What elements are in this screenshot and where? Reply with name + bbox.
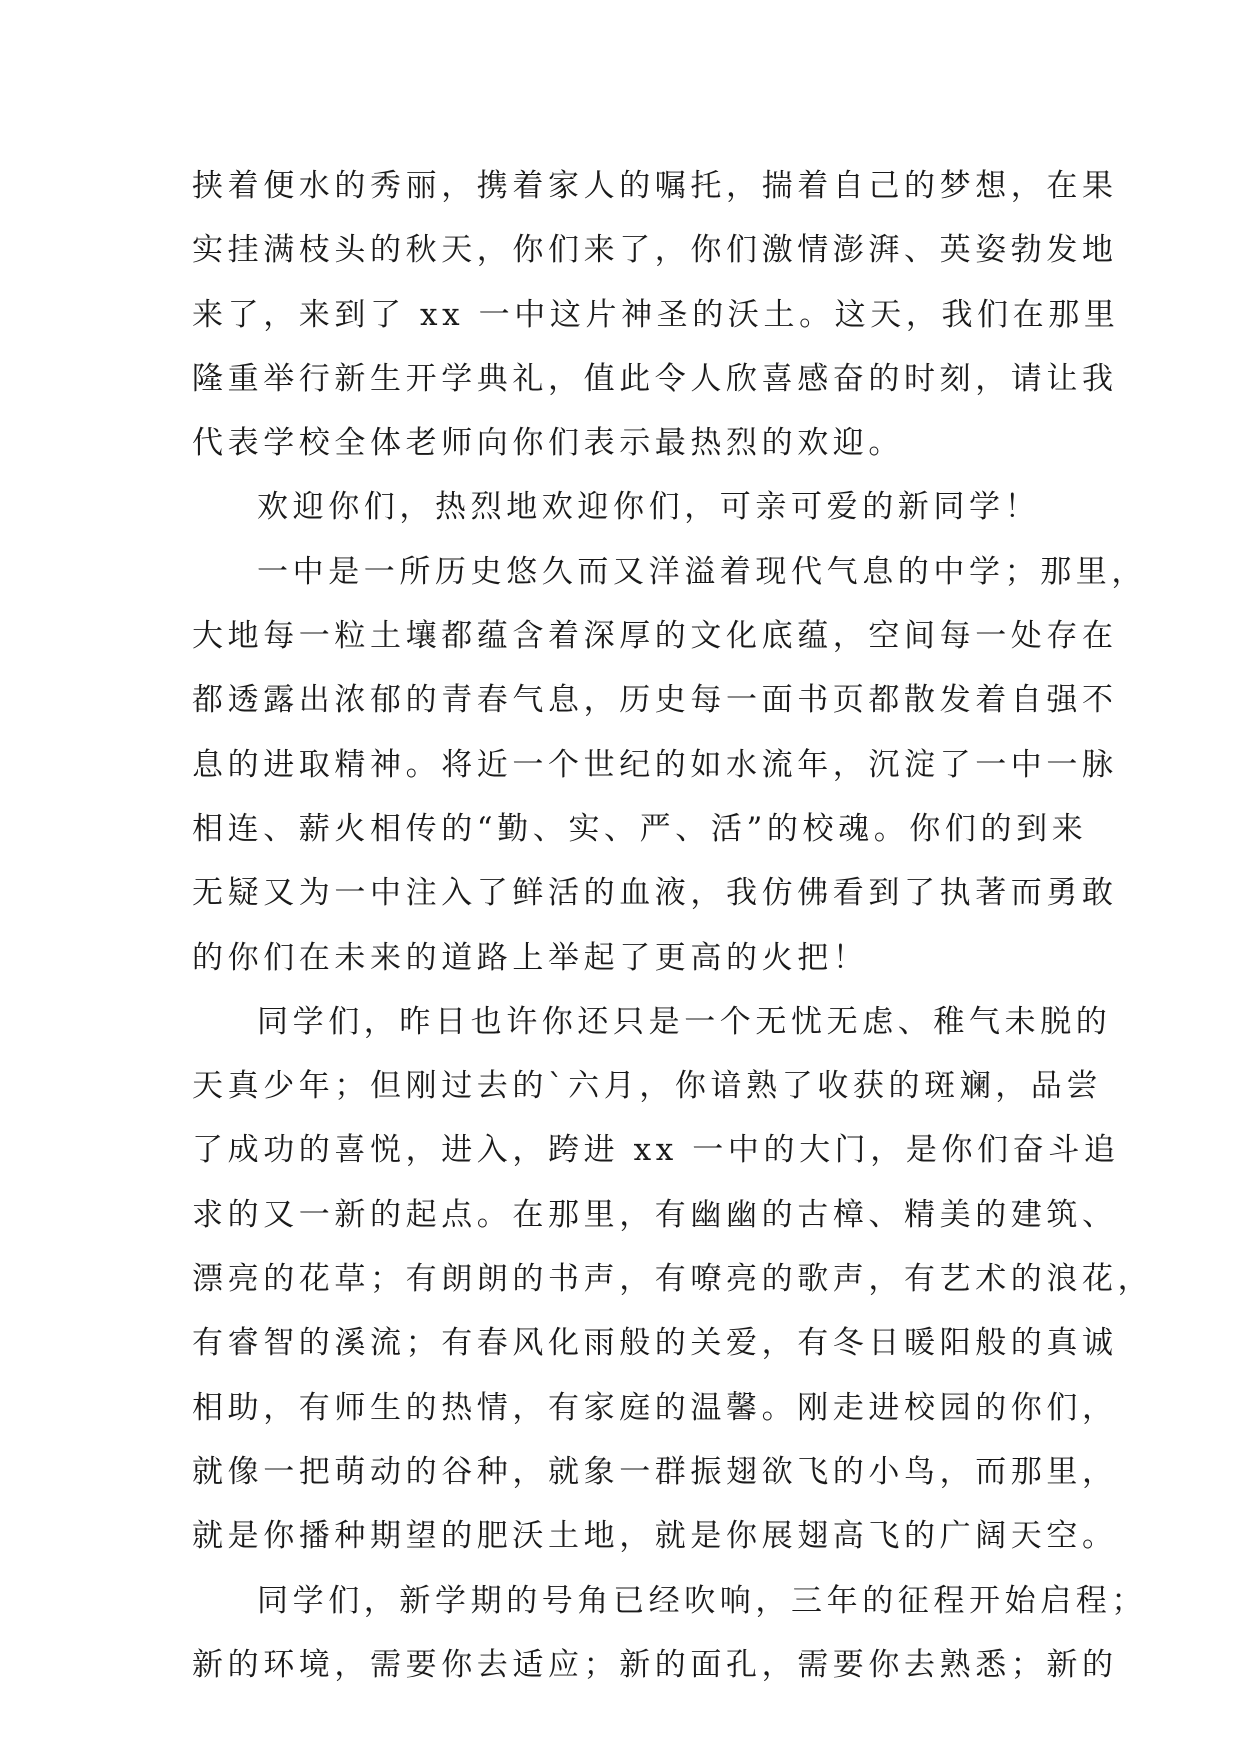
paragraph-first-line: 同学们，昨日也许你还只是一个无忧无虑、稚气未脱的 <box>257 1003 1112 1040</box>
text-line: 无疑又为一中注入了鲜活的血液，我仿佛看到了执著而勇敢 <box>192 875 1118 912</box>
text-line: 相连、薪火相传的“勤、实、严、活”的校魂。你们的到来 <box>192 810 1088 847</box>
text-line: 来了，来到了 xx 一中这片神圣的沃土。这天，我们在那里 <box>192 296 1120 333</box>
text-line: 有睿智的溪流；有春风化雨般的关爱，有冬日暖阳般的真诚 <box>192 1325 1118 1362</box>
text-line: 大地每一粒土壤都蕴含着深厚的文化底蕴，空间每一处存在 <box>192 618 1118 655</box>
text-line: 天真少年；但刚过去的`六月，你谙熟了收获的斑斓，品尝 <box>192 1068 1103 1105</box>
text-line: 新的环境，需要你去适应；新的面孔，需要你去熟悉；新的 <box>192 1646 1118 1683</box>
text-line: 都透露出浓郁的青春气息，历史每一面书页都散发着自强不 <box>192 682 1118 719</box>
paragraph-first-line: 一中是一所历史悠久而又洋溢着现代气息的中学；那里， <box>257 553 1147 590</box>
text-line: 就像一把萌动的谷种，就象一群振翅欲飞的小鸟，而那里， <box>192 1453 1118 1490</box>
text-line: 就是你播种期望的肥沃土地，就是你展翅高飞的广阔天空。 <box>192 1518 1118 1555</box>
text-line: 的你们在未来的道路上举起了更高的火把！ <box>192 939 869 976</box>
paragraph-first-line: 欢迎你们，热烈地欢迎你们，可亲可爱的新同学！ <box>257 489 1041 526</box>
text-line: 隆重举行新生开学典礼，值此令人欣喜感奋的时刻，请让我 <box>192 360 1118 397</box>
paragraph-first-line: 同学们，新学期的号角已经吹响，三年的征程开始启程； <box>257 1582 1147 1619</box>
text-line: 实挂满枝头的秋天，你们来了，你们激情澎湃、英姿勃发地 <box>192 232 1118 269</box>
document-body <box>192 154 1154 1697</box>
text-line: 求的又一新的起点。在那里，有幽幽的古樟、精美的建筑、 <box>192 1196 1118 1233</box>
text-line: 挟着便水的秀丽，携着家人的嘱托，揣着自己的梦想，在果 <box>192 168 1118 204</box>
text-line: 了成功的喜悦，进入，跨进 xx 一中的大门，是你们奋斗追 <box>192 1132 1120 1169</box>
text-line: 漂亮的花草；有朗朗的书声，有嘹亮的歌声，有艺术的浪花， <box>192 1261 1154 1298</box>
text-line: 相助，有师生的热情，有家庭的温馨。刚走进校园的你们， <box>192 1389 1118 1426</box>
text-line: 代表学校全体老师向你们表示最热烈的欢迎。 <box>192 425 904 462</box>
text-line: 息的进取精神。将近一个世纪的如水流年，沉淀了一中一脉 <box>192 746 1118 783</box>
